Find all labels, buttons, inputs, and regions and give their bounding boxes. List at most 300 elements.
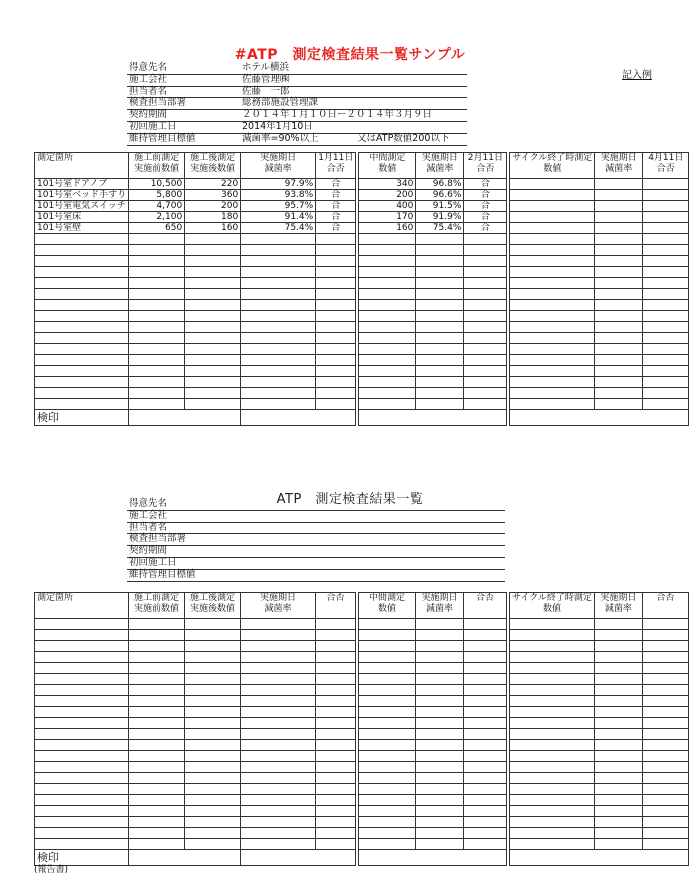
info-row-customer (127, 499, 505, 511)
value-cell (316, 355, 356, 366)
value-cell (359, 278, 416, 289)
value-cell (595, 201, 643, 212)
header-line-2: 数値 (377, 604, 396, 614)
header-line-1: 実施期日 (421, 153, 458, 163)
value-cell (241, 245, 316, 256)
value-cell (129, 267, 185, 278)
table-row (35, 663, 689, 674)
value-cell (416, 388, 464, 399)
value-cell (416, 289, 464, 300)
value-cell (510, 388, 595, 399)
location-cell (35, 278, 129, 289)
location-cell (35, 311, 129, 322)
location-cell (35, 729, 129, 740)
value-cell (241, 696, 316, 707)
value-cell: 180 (185, 212, 241, 223)
value-cell (241, 740, 316, 751)
value-cell (416, 839, 464, 850)
value-cell (185, 729, 241, 740)
value-cell (129, 674, 185, 685)
header-line-1: 1月11日 (318, 153, 354, 163)
value-cell: 96.6% (416, 190, 464, 201)
value-cell (595, 355, 643, 366)
table-row (35, 234, 689, 245)
value-cell (643, 399, 689, 410)
value-cell (510, 300, 595, 311)
table-row (35, 399, 689, 410)
value-cell (510, 806, 595, 817)
value-cell (594, 828, 642, 839)
value-cell (359, 245, 416, 256)
table-row (35, 751, 689, 762)
value-cell (185, 355, 241, 366)
info-value: ホテル横浜 (242, 62, 290, 73)
value-cell (129, 619, 185, 630)
value-cell (510, 179, 595, 190)
header-line-2: 減菌率 (604, 604, 632, 614)
value-cell (359, 729, 416, 740)
value-cell (316, 289, 356, 300)
value-cell (316, 630, 356, 641)
value-cell (359, 234, 416, 245)
table-row (35, 839, 689, 850)
location-cell: 101号室壁 (35, 223, 129, 234)
stamp-box (129, 410, 241, 426)
value-cell (642, 619, 688, 630)
value-cell (316, 674, 356, 685)
value-cell (464, 234, 507, 245)
value-cell (510, 190, 595, 201)
value-cell (643, 355, 689, 366)
value-cell (642, 751, 688, 762)
value-cell (643, 333, 689, 344)
value-cell (241, 652, 316, 663)
value-cell (464, 641, 507, 652)
header-line-2: 実施前数値 (133, 604, 179, 614)
info-label: 初回施工日 (129, 120, 177, 132)
value-cell: 360 (185, 190, 241, 201)
value-cell (416, 663, 464, 674)
value-cell (510, 619, 595, 630)
value-cell (416, 641, 464, 652)
value-cell (416, 817, 464, 828)
location-cell (35, 718, 129, 729)
value-cell (185, 806, 241, 817)
value-cell (595, 289, 643, 300)
value-cell (643, 300, 689, 311)
value-cell (316, 795, 356, 806)
value-cell: 96.8% (416, 179, 464, 190)
value-cell (316, 762, 356, 773)
value-cell (510, 839, 595, 850)
value-cell (594, 652, 642, 663)
header-line-2: 実施後数値 (189, 604, 235, 614)
location-cell: 101号室ドアノブ (35, 179, 129, 190)
value-cell (642, 663, 688, 674)
info-row-first-date (127, 122, 467, 134)
value-cell (510, 773, 595, 784)
value-cell (464, 355, 507, 366)
value-cell: 合 (316, 212, 356, 223)
value-cell (464, 685, 507, 696)
info-row-period (127, 546, 505, 558)
stamp-box (510, 850, 689, 866)
value-cell (359, 839, 416, 850)
value-cell (185, 619, 241, 630)
info-label: 施工会社 (129, 509, 168, 521)
location-cell (35, 267, 129, 278)
info-label: 初回施工日 (129, 556, 177, 568)
value-cell (643, 311, 689, 322)
value-cell (642, 718, 688, 729)
table-row (35, 212, 689, 223)
value-cell (416, 707, 464, 718)
value-cell (241, 344, 316, 355)
value-cell (594, 641, 642, 652)
value-cell (642, 817, 688, 828)
value-cell (510, 707, 595, 718)
header-line-2: 数値 (378, 164, 397, 174)
value-cell (185, 663, 241, 674)
value-cell (241, 267, 316, 278)
value-cell (185, 740, 241, 751)
value-cell (464, 674, 507, 685)
value-cell (316, 828, 356, 839)
value-cell (185, 322, 241, 333)
table-row (35, 729, 689, 740)
value-cell (464, 806, 507, 817)
value-cell (241, 729, 316, 740)
value-cell (316, 344, 356, 355)
table-row (35, 674, 689, 685)
table-row (35, 333, 689, 344)
value-cell (464, 377, 507, 388)
value-cell (464, 652, 507, 663)
value-cell (416, 245, 464, 256)
value-cell (129, 278, 185, 289)
location-cell (35, 674, 129, 685)
value-cell (510, 399, 595, 410)
value-cell (464, 619, 507, 630)
value-cell (510, 366, 595, 377)
header-line-2: 合否 (656, 164, 675, 174)
value-cell (241, 234, 316, 245)
value-cell (241, 663, 316, 674)
value-cell (643, 366, 689, 377)
header-cell (241, 153, 316, 179)
value-cell (416, 806, 464, 817)
value-cell (359, 685, 416, 696)
value-cell (594, 751, 642, 762)
value-cell (594, 663, 642, 674)
value-cell (416, 718, 464, 729)
stamp-row (35, 850, 689, 866)
value-cell (594, 773, 642, 784)
header-cell (35, 153, 129, 179)
value-cell (185, 311, 241, 322)
header-cell (35, 593, 129, 619)
header-line-2: 数値 (542, 604, 561, 614)
table-row (35, 179, 689, 190)
value-cell (464, 839, 507, 850)
info-label: 契約期間 (129, 545, 168, 557)
table-row (35, 267, 689, 278)
info-value: ２０１４年１月１０日ー２０１４年３月９日 (242, 109, 433, 121)
header-line-1: 施工前測定 (134, 153, 180, 163)
header-line-2: 合否 (476, 164, 495, 174)
value-cell (464, 718, 507, 729)
value-cell (510, 652, 595, 663)
value-cell (241, 311, 316, 322)
value-cell: 合 (464, 190, 507, 201)
info-block-sample (127, 63, 467, 146)
value-cell (510, 663, 595, 674)
value-cell (594, 784, 642, 795)
value-cell (510, 641, 595, 652)
value-cell (241, 817, 316, 828)
info-value: 佐藤管理㈱ (242, 73, 290, 85)
value-cell (316, 234, 356, 245)
location-cell (35, 641, 129, 652)
value-cell (185, 388, 241, 399)
header-line-2: 減菌率 (264, 164, 292, 174)
table-row (35, 311, 689, 322)
value-cell (643, 377, 689, 388)
header-line-2: 減菌率 (264, 604, 292, 614)
value-cell (316, 399, 356, 410)
value-cell (241, 278, 316, 289)
header-line-2: 数値 (543, 164, 562, 174)
value-cell (129, 839, 185, 850)
location-cell (35, 388, 129, 399)
info-row-customer (127, 63, 467, 75)
value-cell: 合 (316, 190, 356, 201)
value-cell (416, 685, 464, 696)
header-row (35, 593, 689, 619)
value-cell (642, 762, 688, 773)
value-cell (464, 344, 507, 355)
value-cell (185, 399, 241, 410)
value-cell (643, 256, 689, 267)
value-cell (464, 333, 507, 344)
sample-results-table (34, 152, 689, 426)
value-cell (642, 839, 688, 850)
value-cell (359, 311, 416, 322)
value-cell (129, 773, 185, 784)
value-cell (643, 278, 689, 289)
value-cell (185, 828, 241, 839)
value-cell (416, 674, 464, 685)
value-cell (510, 201, 595, 212)
info-row-first-date (127, 558, 505, 570)
value-cell (185, 333, 241, 344)
value-cell (510, 740, 595, 751)
location-cell (35, 762, 129, 773)
value-cell (416, 652, 464, 663)
value-cell (416, 795, 464, 806)
value-cell (643, 201, 689, 212)
value-cell (316, 652, 356, 663)
value-cell (416, 828, 464, 839)
value-cell (510, 817, 595, 828)
value-cell: 340 (359, 179, 416, 190)
value-cell (416, 729, 464, 740)
value-cell (129, 377, 185, 388)
value-cell: 合 (464, 201, 507, 212)
location-cell (35, 696, 129, 707)
value-cell (416, 311, 464, 322)
location-cell (35, 740, 129, 751)
value-cell (241, 707, 316, 718)
value-cell (642, 806, 688, 817)
value-cell (642, 773, 688, 784)
value-cell (464, 696, 507, 707)
header-cell (464, 593, 507, 619)
value-cell (359, 696, 416, 707)
location-cell (35, 619, 129, 630)
value-cell (642, 828, 688, 839)
info-row-contractor (127, 511, 505, 523)
value-cell (359, 619, 416, 630)
stamp-row (35, 410, 689, 426)
value-cell (185, 366, 241, 377)
value-cell: 95.7% (241, 201, 316, 212)
value-cell (185, 630, 241, 641)
value-cell (359, 377, 416, 388)
value-cell (129, 234, 185, 245)
value-cell (359, 784, 416, 795)
value-cell (185, 245, 241, 256)
value-cell (316, 729, 356, 740)
value-cell (185, 751, 241, 762)
table-row (35, 278, 689, 289)
value-cell (416, 366, 464, 377)
value-cell (416, 355, 464, 366)
value-cell (359, 256, 416, 267)
header-line-1: 実施期日 (600, 593, 637, 603)
location-cell (35, 795, 129, 806)
value-cell (642, 784, 688, 795)
value-cell: 200 (359, 190, 416, 201)
value-cell (416, 696, 464, 707)
value-cell: 91.5% (416, 201, 464, 212)
value-cell (510, 234, 595, 245)
value-cell (359, 630, 416, 641)
location-cell: 101号室ベッド手すり (35, 190, 129, 201)
value-cell (129, 696, 185, 707)
value-cell (185, 652, 241, 663)
location-cell (35, 685, 129, 696)
value-cell (510, 278, 595, 289)
value-cell: 4,700 (129, 201, 185, 212)
header-line-1: 中間測定 (369, 153, 406, 163)
value-cell (359, 333, 416, 344)
value-cell (416, 344, 464, 355)
value-cell (241, 762, 316, 773)
value-cell (464, 729, 507, 740)
location-cell (35, 322, 129, 333)
value-cell (185, 256, 241, 267)
value-cell: 2,100 (129, 212, 185, 223)
value-cell (129, 311, 185, 322)
value-cell (510, 245, 595, 256)
value-cell (643, 322, 689, 333)
info-block-blank (127, 499, 505, 582)
header-line-1: 2月11日 (467, 153, 503, 163)
value-cell (129, 399, 185, 410)
header-line-1: 測定箇所 (37, 593, 74, 603)
value-cell: 220 (185, 179, 241, 190)
value-cell (185, 773, 241, 784)
value-cell (595, 300, 643, 311)
value-cell (316, 300, 356, 311)
value-cell (642, 795, 688, 806)
value-cell (129, 828, 185, 839)
info-value: 2014年1月10日 (242, 120, 313, 132)
value-cell (643, 245, 689, 256)
value-cell (416, 278, 464, 289)
value-cell (129, 355, 185, 366)
value-cell (464, 256, 507, 267)
value-cell (359, 366, 416, 377)
header-line-2: 減菌率 (605, 164, 633, 174)
value-cell (594, 630, 642, 641)
table-row (35, 696, 689, 707)
value-cell (595, 212, 643, 223)
value-cell (185, 674, 241, 685)
value-cell (642, 652, 688, 663)
value-cell (595, 333, 643, 344)
value-cell (241, 388, 316, 399)
location-cell (35, 289, 129, 300)
value-cell (464, 289, 507, 300)
value-cell (464, 311, 507, 322)
header-line-2: 減菌率 (426, 164, 454, 174)
value-cell (464, 795, 507, 806)
value-cell: 97.9% (241, 179, 316, 190)
value-cell (241, 718, 316, 729)
value-cell (594, 619, 642, 630)
location-cell (35, 344, 129, 355)
value-cell (643, 267, 689, 278)
header-line-1: サイクル終了時測定 (512, 153, 593, 163)
value-cell (129, 784, 185, 795)
value-cell (416, 740, 464, 751)
value-cell (359, 740, 416, 751)
value-cell (316, 366, 356, 377)
value-cell (595, 388, 643, 399)
value-cell (642, 630, 688, 641)
table-row (35, 300, 689, 311)
value-cell (316, 740, 356, 751)
value-cell: 160 (185, 223, 241, 234)
value-cell (594, 817, 642, 828)
value-cell (594, 674, 642, 685)
header-line-1: サイクル終了時測定 (512, 593, 592, 603)
table-row (35, 773, 689, 784)
value-cell (464, 663, 507, 674)
table-row (35, 740, 689, 751)
value-cell (595, 234, 643, 245)
value-cell (595, 366, 643, 377)
header-cell (316, 593, 356, 619)
value-cell (416, 256, 464, 267)
value-cell (416, 762, 464, 773)
stamp-box (129, 850, 241, 866)
value-cell (643, 234, 689, 245)
header-line-2: 減菌率 (425, 604, 453, 614)
value-cell (642, 729, 688, 740)
